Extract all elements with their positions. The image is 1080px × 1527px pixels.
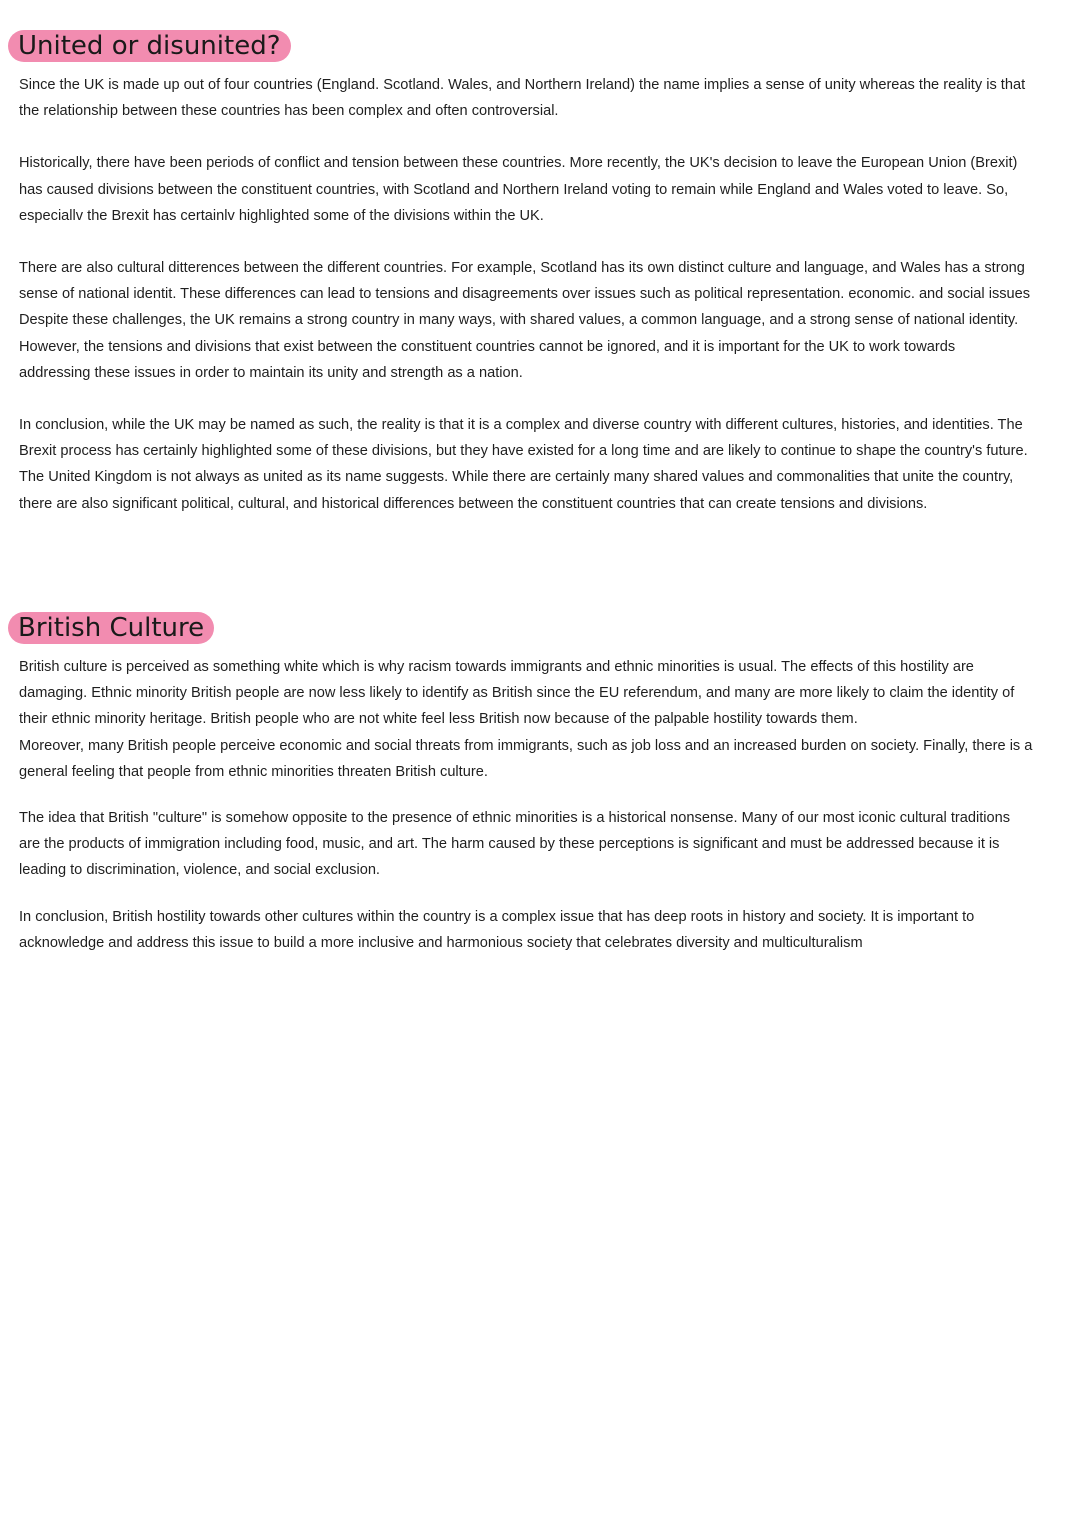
paragraph: There are also cultural ditterences between the different countries. For example, Scotland has its own distinct culture and language, and Wales has a strong sense of national identit. These differences can lead to tensions and disagreements over issues such as political representation. economic. and social issues Despite these challenges, the UK remains a strong country in many ways, with shared values, a common language, and a strong sense of national identity. However, the tensions and divisions that exist between the constituent countries cannot be ignored, and it is important for the UK to work towards addressing these issues in order to maintain its unity and strength as a nation.	[19, 260, 1031, 381]
section-heading: British Culture	[8, 612, 214, 644]
section-heading: United or disunited?	[8, 30, 291, 62]
paragraph: Historically, there have been periods of conflict and tension between these countries. More recently, the UK's decision to leave the European Union (Brexit) has caused divisions between the constituent countries, with Scotland and Northern Ireland voting to remain while England and Wales voted to leave. So, especiallv the Brexit has certainlv highlighted some of the divisions within the UK.	[19, 155, 1018, 224]
paragraph: The idea that British "culture" is somehow opposite to the presence of ethnic minorities is a historical nonsense. Many of our most iconic cultural traditions are the products of immigration including food, music, and art. The harm caused by these perceptions is significant and must be addressed because it is leading to discrimination, violence, and social exclusion.	[19, 810, 1011, 879]
paragraph: Since the UK is made up out of four countries (England. Scotland. Wales, and Northern Ireland) the name implies a sense of unity whereas the reality is that the relationship between these countries has been complex and often controversial.	[19, 77, 1026, 120]
paragraph: British culture is perceived as something white which is why racism towards immigrants and ethnic minorities is usual. The effects of this hostility are damaging. Ethnic minority British people are now less likely to identify as British since the EU referendum, and many are more likely to claim the identity of their ethnic minority heritage. British people who are not white feel less British now because of the palpable hostility towards them. Moreover, many British people perceive economic and social threats from immigrants, such as job loss and an increased burden on society. Finally, there is a general feeling that people from ethnic minorities threaten British culture.	[19, 659, 1033, 780]
section-british-culture	[0, 612, 1080, 956]
section-united-or-disunited	[0, 30, 1080, 517]
paragraph: In conclusion, while the UK may be named as such, the reality is that it is a complex and diverse country with different cultures, histories, and identities. The Brexit process has certainly highlighted some of these divisions, but they have existed for a long time and are likely to continue to shape the country's future. The United Kingdom is not always as united as its name suggests. While there are certainly many shared values and commonalities that unite the country, there are also significant political, cultural, and historical differences between the constituent countries that can create tensions and divisions.	[19, 417, 1028, 512]
paragraph: In conclusion, British hostility towards other cultures within the country is a complex issue that has deep roots in history and society. It is important to acknowledge and address this issue to build a more inclusive and harmonious society that celebrates diversity and multiculturalism	[19, 908, 975, 951]
